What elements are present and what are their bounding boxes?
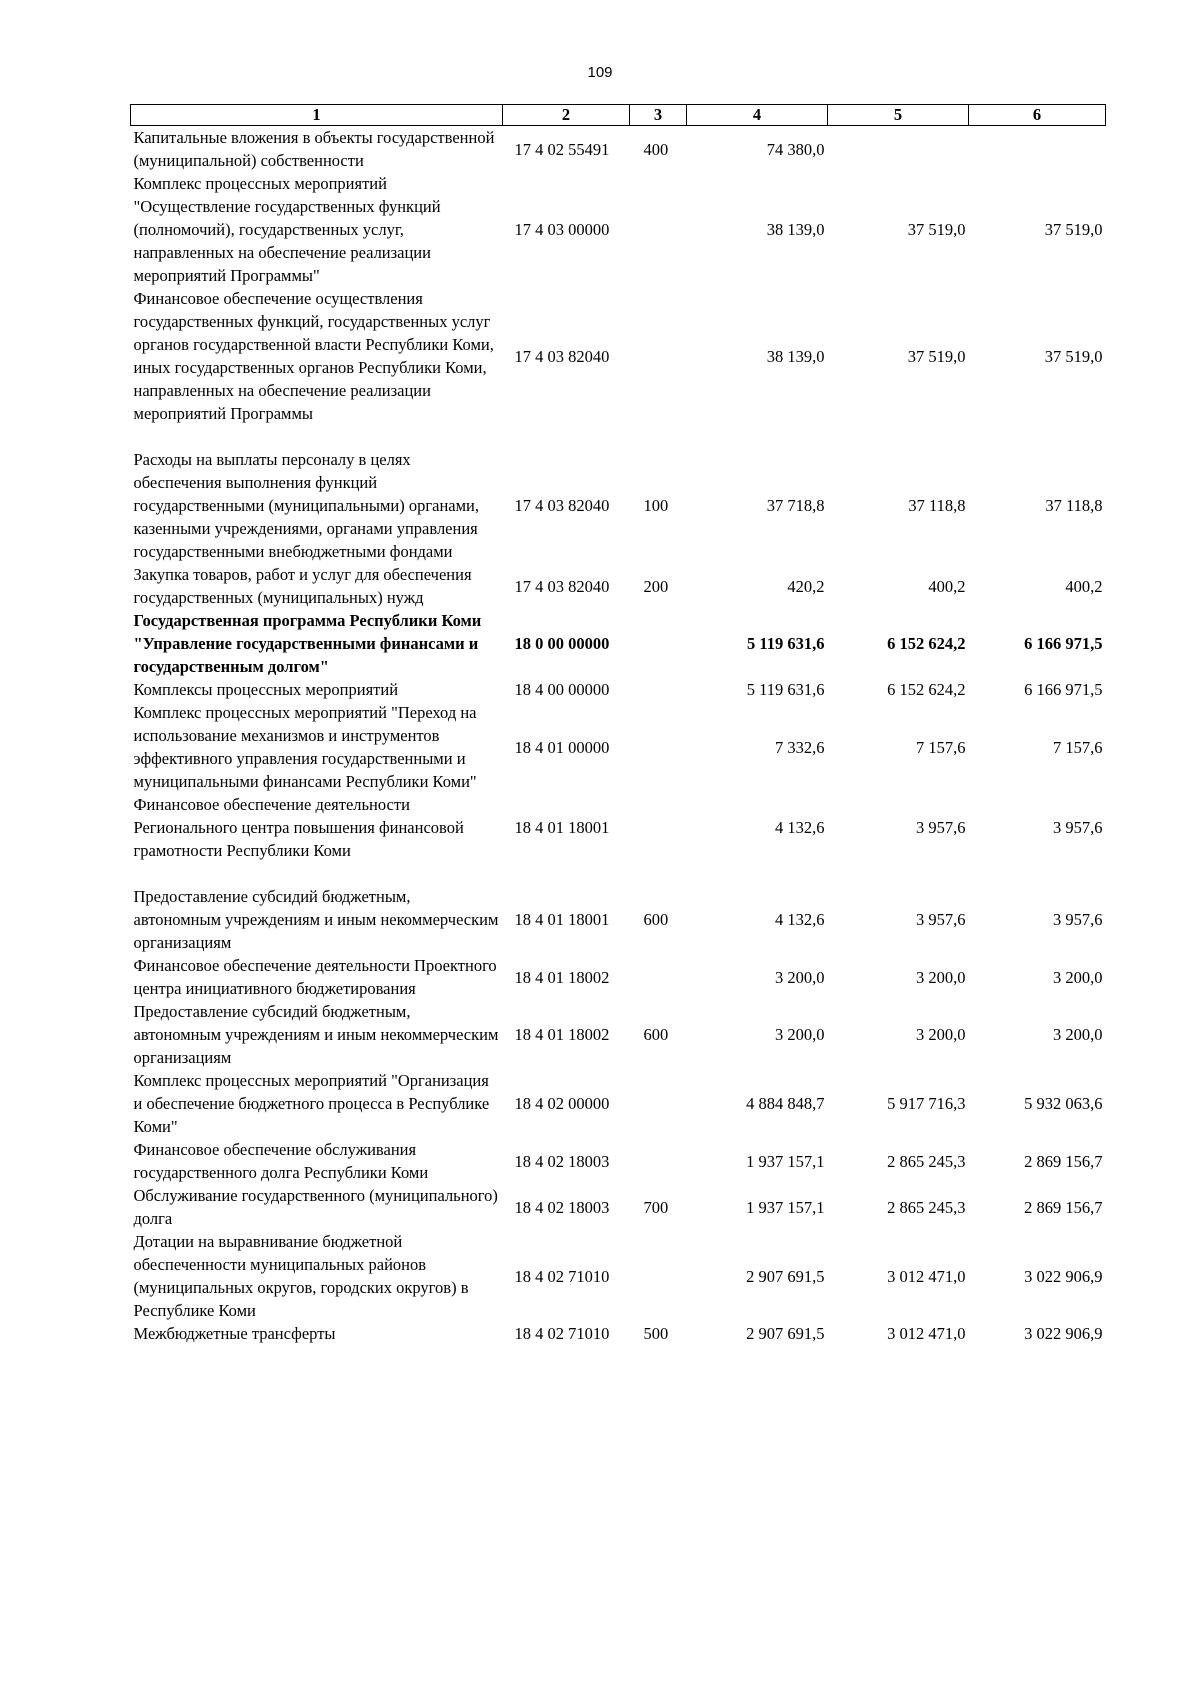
row-value-col4: 2 907 691,5	[746, 1324, 825, 1343]
row-name: Государственная программа Республики Коми "Управление государственными финансами и государственным долгом"	[133, 611, 482, 676]
row-code: 17 4 03 82040	[514, 346, 610, 366]
table-row	[131, 1069, 1106, 1138]
row-value-col5: 6 152 624,2	[887, 680, 966, 699]
spacer-cell	[131, 425, 1106, 448]
row-value-col6: 3 957,6	[1053, 818, 1103, 837]
row-value-col4: 74 380,0	[766, 139, 825, 159]
row-name: Межбюджетные трансферты	[133, 1324, 336, 1343]
row-value-col6: 7 157,6	[1053, 737, 1103, 757]
row-code: 18 4 02 71010	[514, 1266, 610, 1286]
row-expense-type	[630, 1138, 687, 1184]
row-expense-type: 600	[643, 910, 669, 929]
row-value-col4: 38 139,0	[766, 346, 825, 366]
row-name: Финансовое обеспечение обслуживания государственного долга Республики Коми	[133, 1140, 429, 1182]
row-expense-type: 200	[643, 576, 669, 596]
row-value-col6: 6 166 971,5	[1024, 634, 1103, 653]
row-name: Финансовое обеспечение деятельности Регионального центра повышения финансовой грамотности Республики Коми	[133, 795, 464, 860]
row-name: Комплекс процессных мероприятий "Осуществление государственных функций (полномочий), государственных услуг, направленных на обеспечение реализации мероприятий Программы"	[133, 174, 441, 285]
budget-table	[130, 104, 1106, 1345]
row-value-col4: 2 907 691,5	[746, 1266, 825, 1286]
row-value-col5: 5 917 716,3	[887, 1094, 966, 1113]
row-name: Расходы на выплаты персоналу в целях обеспечения выполнения функций государственными (муниципальными) органами, казенными учреждениями, органами управления государственными внебюджетными фондами	[133, 450, 480, 561]
row-value-col4: 7 332,6	[775, 737, 825, 757]
row-code: 18 0 00 00000	[514, 634, 610, 653]
row-name: Дотации на выравнивание бюджетной обеспеченности муниципальных районов (муниципальных округов, городских округов) в Республике Коми	[133, 1232, 469, 1320]
row-expense-type	[630, 172, 687, 287]
row-code: 18 4 02 71010	[514, 1324, 610, 1343]
row-code: 18 4 01 18001	[514, 818, 610, 837]
row-name: Капитальные вложения в объекты государственной (муниципальной) собственности	[133, 128, 495, 170]
row-expense-type: 100	[643, 496, 669, 515]
row-name: Обслуживание государственного (муниципального) долга	[133, 1186, 498, 1228]
row-name: Финансовое обеспечение деятельности Проектного центра инициативного бюджетирования	[133, 956, 497, 998]
row-value-col6: 3 200,0	[1053, 967, 1103, 987]
row-name: Комплекс процессных мероприятий "Организация и обеспечение бюджетного процесса в Республике Коми"	[133, 1071, 490, 1136]
column-header: 5	[828, 105, 969, 126]
row-value-col5: 2 865 245,3	[887, 1151, 966, 1171]
row-value-col4: 3 200,0	[775, 967, 825, 987]
row-name: Финансовое обеспечение осуществления государственных функций, государственных услуг органов государственной власти Республики Коми, иных государственных органов Республики Коми, направленных на обеспечение реализации мероприятий Программы	[133, 289, 494, 423]
row-code: 18 4 02 18003	[514, 1197, 610, 1217]
table-row	[131, 701, 1106, 793]
row-value-col5: 37 519,0	[907, 346, 966, 366]
row-value-col4: 38 139,0	[766, 220, 825, 239]
row-expense-type	[630, 678, 687, 701]
row-value-col4: 4 132,6	[775, 910, 825, 929]
table-row	[131, 1230, 1106, 1322]
row-value-col5	[828, 126, 969, 173]
row-value-col5: 3 200,0	[916, 967, 966, 987]
row-value-col6: 3 957,6	[1053, 910, 1103, 929]
row-value-col5: 7 157,6	[916, 737, 966, 757]
row-value-col4: 420,2	[787, 576, 825, 596]
row-value-col4: 5 119 631,6	[746, 680, 825, 699]
header-row	[131, 105, 1106, 126]
row-expense-type	[630, 287, 687, 425]
table-row	[131, 126, 1106, 173]
row-value-col6	[969, 126, 1106, 173]
row-name: Комплексы процессных мероприятий	[133, 680, 399, 699]
row-expense-type	[630, 1069, 687, 1138]
row-value-col6: 2 869 156,7	[1024, 1197, 1103, 1217]
row-value-col6: 6 166 971,5	[1024, 680, 1103, 699]
row-code: 18 4 01 18002	[514, 1025, 610, 1044]
table-row	[131, 954, 1106, 1000]
page-number: 109	[587, 64, 613, 81]
row-value-col6: 3 022 906,9	[1024, 1266, 1103, 1286]
row-expense-type	[630, 793, 687, 862]
row-expense-type: 500	[643, 1324, 669, 1343]
row-expense-type	[630, 701, 687, 793]
row-spacer	[131, 425, 1106, 448]
table-row	[131, 793, 1106, 862]
row-value-col4: 4 884 848,7	[746, 1094, 825, 1113]
row-code: 18 4 02 18003	[514, 1151, 610, 1171]
row-value-col6: 3 022 906,9	[1024, 1324, 1103, 1343]
row-code: 18 4 01 00000	[514, 737, 610, 757]
row-code: 17 4 03 00000	[514, 220, 610, 239]
row-value-col6: 37 519,0	[1044, 346, 1103, 366]
row-value-col4: 5 119 631,6	[747, 634, 825, 653]
column-header: 1	[131, 105, 503, 126]
row-value-col6: 5 932 063,6	[1024, 1094, 1103, 1113]
row-code: 18 4 00 00000	[514, 680, 610, 699]
row-value-col5: 37 118,8	[908, 496, 966, 515]
table-row	[131, 172, 1106, 287]
row-value-col5: 3 012 471,0	[887, 1266, 966, 1286]
row-value-col6: 37 519,0	[1044, 220, 1103, 239]
table-row	[131, 1322, 1106, 1345]
row-value-col4: 37 718,8	[766, 496, 825, 515]
table-row	[131, 563, 1106, 609]
row-expense-type	[630, 954, 687, 1000]
row-value-col4: 1 937 157,1	[746, 1197, 825, 1217]
row-value-col6: 37 118,8	[1045, 496, 1103, 515]
row-value-col6: 2 869 156,7	[1024, 1151, 1103, 1171]
row-expense-type: 400	[643, 139, 669, 159]
column-header: 4	[687, 105, 828, 126]
row-value-col4: 4 132,6	[775, 818, 825, 837]
row-name: Комплекс процессных мероприятий "Переход на использование механизмов и инструментов эффективного управления государственными и муниципальными финансами Республики Коми"	[133, 703, 477, 791]
row-code: 17 4 03 82040	[514, 496, 610, 515]
row-spacer	[131, 862, 1106, 885]
table-row	[131, 885, 1106, 954]
row-value-col5: 400,2	[928, 576, 966, 596]
row-code: 17 4 03 82040	[514, 576, 610, 596]
row-value-col4: 1 937 157,1	[746, 1151, 825, 1171]
row-code: 17 4 02 55491	[514, 139, 610, 159]
row-code: 18 4 02 00000	[514, 1094, 610, 1113]
table-row	[131, 448, 1106, 563]
column-header: 6	[969, 105, 1106, 126]
table-body	[131, 126, 1106, 1346]
row-expense-type	[630, 1230, 687, 1322]
row-code: 18 4 01 18002	[514, 967, 610, 987]
row-value-col5: 37 519,0	[907, 220, 966, 239]
row-value-col5: 3 957,6	[916, 818, 966, 837]
row-code: 18 4 01 18001	[514, 910, 610, 929]
row-value-col4: 3 200,0	[775, 1025, 825, 1044]
row-value-col5: 6 152 624,2	[887, 634, 966, 653]
row-value-col5: 3 012 471,0	[887, 1324, 966, 1343]
spacer-cell	[131, 862, 1106, 885]
table-row	[131, 1138, 1106, 1184]
row-value-col5: 3 957,6	[916, 910, 966, 929]
row-expense-type: 700	[643, 1197, 669, 1217]
row-expense-type: 600	[643, 1025, 669, 1044]
table-row	[131, 287, 1106, 425]
row-value-col5: 2 865 245,3	[887, 1197, 966, 1217]
table-row	[131, 678, 1106, 701]
row-name: Закупка товаров, работ и услуг для обеспечения государственных (муниципальных) нужд	[133, 565, 472, 607]
row-value-col6: 3 200,0	[1053, 1025, 1103, 1044]
row-name: Предоставление субсидий бюджетным, автономным учреждениям и иным некоммерческим организациям	[133, 1002, 499, 1067]
row-value-col5: 3 200,0	[916, 1025, 966, 1044]
table-row	[131, 1000, 1106, 1069]
column-header: 2	[503, 105, 630, 126]
column-header: 3	[630, 105, 687, 126]
row-name: Предоставление субсидий бюджетным, автономным учреждениям и иным некоммерческим организациям	[133, 887, 499, 952]
table-row	[131, 1184, 1106, 1230]
row-value-col6: 400,2	[1065, 576, 1103, 596]
row-expense-type	[630, 609, 687, 678]
table-row	[131, 609, 1106, 678]
